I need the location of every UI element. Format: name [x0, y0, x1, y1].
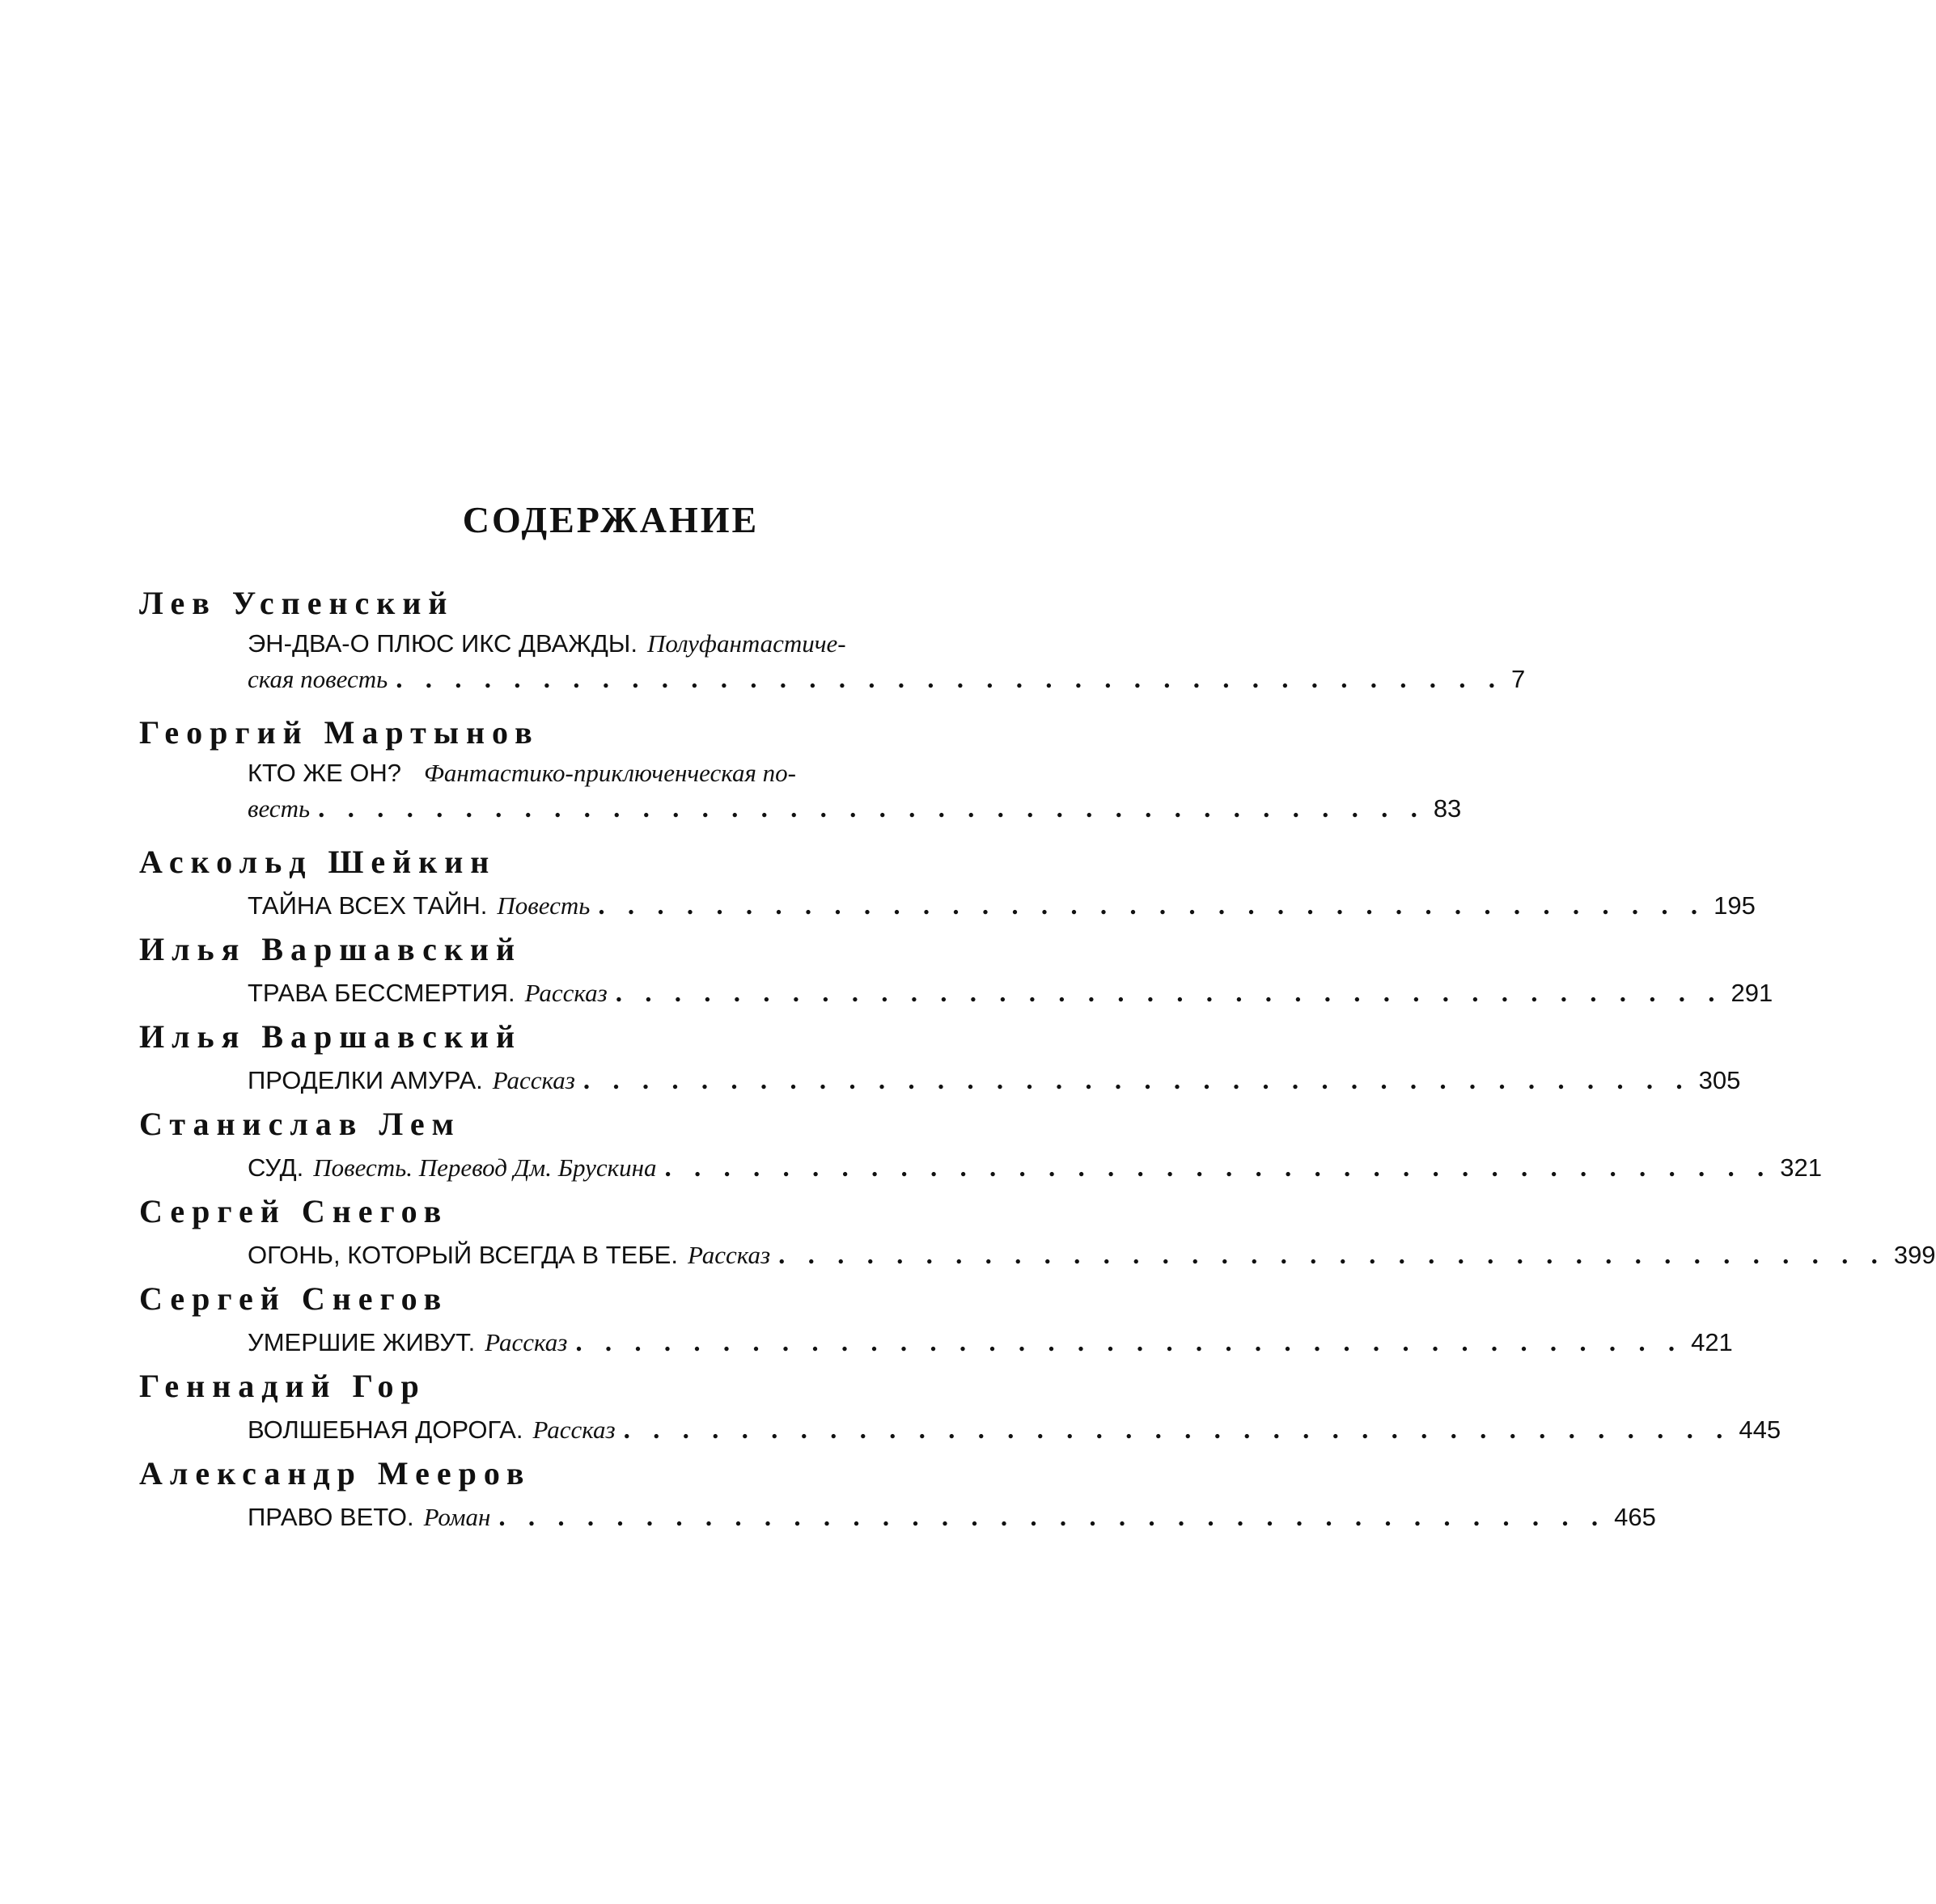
work-line — [248, 1409, 1781, 1451]
work-line — [248, 1234, 1936, 1276]
author-name: Александр Мееров — [139, 1455, 532, 1491]
leader-dots: . . . . . . . . . . . . . . . . . . . . . . . . . . . . . . . . . . . . . . — [396, 665, 1503, 694]
toc-entry — [139, 1102, 1822, 1189]
page-number: 7 — [1510, 665, 1526, 693]
work-line — [248, 1060, 1741, 1102]
work-genre: Повесть — [497, 891, 591, 920]
page-number: 305 — [1698, 1066, 1741, 1094]
leader-dots: . . . . . . . . . . . . . . . . . . . . . . . . . . . . . . . . . . . . . . — [318, 794, 1426, 823]
toc-entry — [139, 927, 1773, 1014]
work-genre: Рассказ — [524, 979, 608, 1007]
work-title: ТАЙНА ВСЕХ ТАЙН. — [248, 891, 488, 920]
author-name: Илья Варшавский — [139, 1018, 523, 1055]
work-genre: Полуфантастиче- — [646, 629, 846, 658]
toc-entry — [139, 1364, 1781, 1451]
page-number: 291 — [1731, 979, 1773, 1007]
work-genre: Роман — [423, 1503, 491, 1531]
work-title: ВОЛШЕБНАЯ ДОРОГА. — [248, 1415, 523, 1444]
toc-entry — [139, 1451, 1656, 1538]
author-name: Георгий Мартынов — [139, 714, 540, 751]
table-of-contents — [139, 581, 1936, 1538]
work-line — [248, 972, 1773, 1014]
work-title: УМЕРШИЕ ЖИВУТ. — [248, 1328, 476, 1356]
author-name: Геннадий Гор — [139, 1368, 426, 1404]
page-number: 421 — [1691, 1328, 1733, 1356]
page-number: 195 — [1714, 891, 1756, 920]
toc-entry — [139, 710, 1462, 840]
author-name: Илья Варшавский — [139, 931, 523, 967]
page-number: 399 — [1893, 1241, 1936, 1269]
work-genre: Рассказ — [485, 1328, 568, 1356]
work-line — [248, 626, 1526, 710]
page-number: 445 — [1739, 1415, 1781, 1444]
page-number: 465 — [1614, 1503, 1656, 1531]
work-genre-continued: ская повесть — [248, 665, 388, 693]
work-title: ТРАВА БЕССМЕРТИЯ. — [248, 979, 515, 1007]
author-name: Станислав Лем — [139, 1106, 461, 1142]
author-name: Сергей Снегов — [139, 1193, 449, 1229]
work-line — [248, 1147, 1822, 1189]
work-title: ПРОДЕЛКИ АМУРА. — [248, 1066, 483, 1094]
work-genre: Фантастико-приключенческая по- — [423, 759, 796, 787]
page-number: 321 — [1780, 1153, 1822, 1182]
work-line — [248, 1496, 1656, 1538]
work-line — [248, 755, 1462, 840]
work-genre: Рассказ — [687, 1241, 771, 1269]
work-line — [248, 885, 1756, 927]
work-title: КТО ЖЕ ОН? — [248, 759, 401, 787]
leader-dots: . . . . . . . . . . . . . . . . . . . . . . . . . . . . . . . . . . . . . . — [664, 1153, 1773, 1183]
leader-dots: . . . . . . . . . . . . . . . . . . . . . . . . . . . . . . . . . . . . . . — [582, 1066, 1691, 1095]
author-name: Лев Успенский — [139, 585, 455, 621]
work-title: ПРАВО ВЕТО. — [248, 1503, 414, 1531]
work-genre: Рассказ — [532, 1415, 616, 1444]
work-title: ОГОНЬ, КОТОРЫЙ ВСЕГДА В ТЕБЕ. — [248, 1241, 678, 1269]
work-title: ЭН-ДВА-О ПЛЮС ИКС ДВАЖДЫ. — [248, 629, 638, 658]
contents-heading: СОДЕРЖАНИЕ — [462, 499, 760, 540]
page-number: 83 — [1433, 794, 1462, 823]
work-title: СУД. — [248, 1153, 304, 1182]
leader-dots: . . . . . . . . . . . . . . . . . . . . . . . . . . . . . . . . . . . . . . — [575, 1328, 1684, 1357]
work-genre: Рассказ — [492, 1066, 575, 1094]
leader-dots: . . . . . . . . . . . . . . . . . . . . . . . . . . . . . . . . . . . . . . — [778, 1241, 1886, 1270]
author-name: Сергей Снегов — [139, 1280, 449, 1317]
work-line — [248, 1322, 1733, 1364]
work-genre-continued: весть — [248, 794, 311, 823]
leader-dots: . . . . . . . . . . . . . . . . . . . . . . . . . . . . . . . . . . . . . . — [623, 1415, 1731, 1445]
work-genre: Повесть. Перевод Дм. Брускина — [313, 1153, 657, 1182]
toc-entry — [139, 581, 1526, 710]
leader-dots: . . . . . . . . . . . . . . . . . . . . . . . . . . . . . . . . . . . . . . — [498, 1503, 1607, 1532]
author-name: Аскольд Шейкин — [139, 844, 497, 880]
toc-entry — [139, 1189, 1936, 1276]
toc-entry — [139, 840, 1756, 927]
leader-dots: . . . . . . . . . . . . . . . . . . . . . . . . . . . . . . . . . . . . . . — [598, 891, 1706, 920]
leader-dots: . . . . . . . . . . . . . . . . . . . . . . . . . . . . . . . . . . . . . . — [615, 979, 1723, 1008]
toc-entry — [139, 1014, 1741, 1102]
toc-entry — [139, 1276, 1733, 1364]
